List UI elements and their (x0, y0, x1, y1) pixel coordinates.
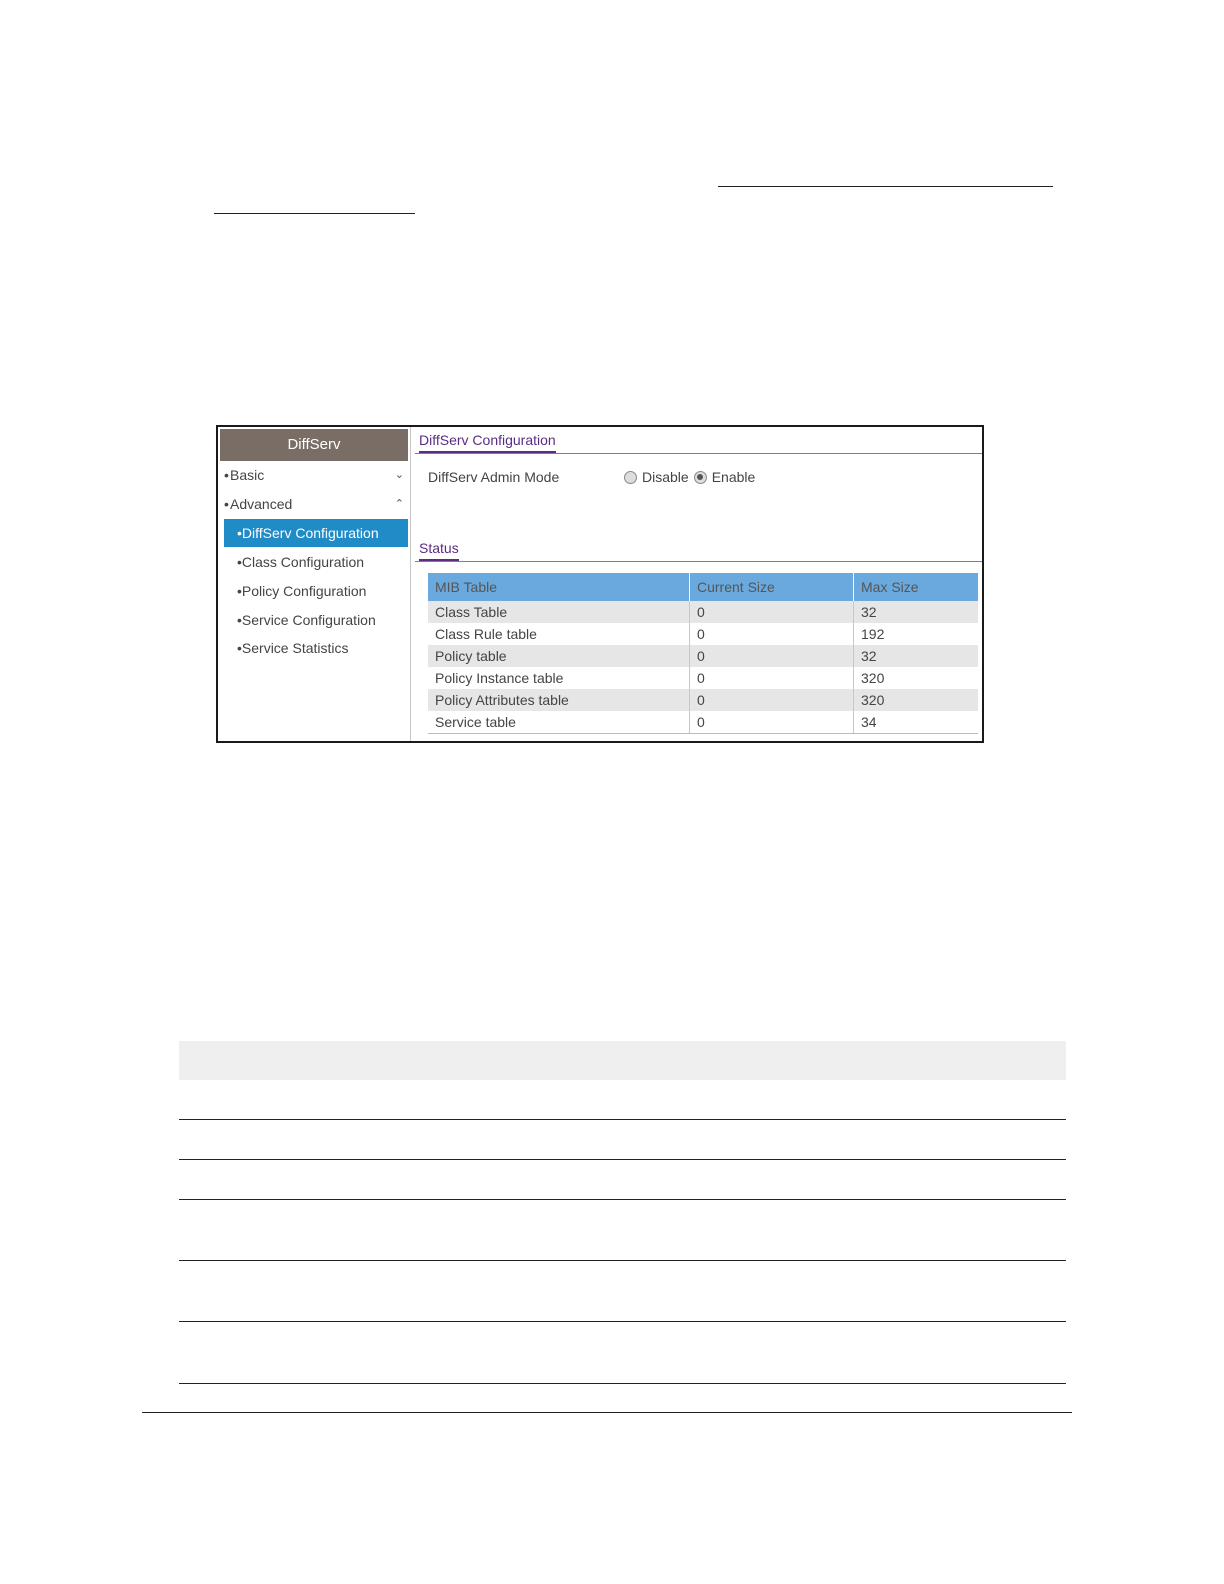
table-cell: 0 (690, 601, 854, 623)
table-cell: 0 (690, 689, 854, 711)
table-cell: Service table (428, 711, 690, 734)
table-cell: 32 (854, 601, 979, 623)
sidebar-item-class-configuration[interactable] (224, 548, 408, 576)
sidebar-header: DiffServ (220, 429, 408, 461)
sidebar-item-label: Advanced (230, 496, 293, 512)
section-divider (415, 561, 982, 562)
section-title-config (419, 430, 556, 450)
bullet: • (224, 467, 229, 483)
table-row (428, 623, 978, 645)
disable-radio[interactable] (624, 471, 637, 484)
bullet: • (224, 496, 229, 512)
table-cell: 0 (690, 667, 854, 689)
column-header-current-size: Current Size (690, 573, 854, 601)
section-title-text: Status (419, 540, 459, 556)
section-title-text: DiffServ Configuration (419, 432, 556, 448)
main-panel (411, 427, 982, 741)
table-cell: 320 (854, 689, 979, 711)
sidebar (218, 427, 411, 741)
bullet: • (237, 583, 242, 599)
enable-radio-label[interactable]: Enable (711, 469, 756, 485)
doc-table-header (179, 1041, 1066, 1080)
bullet: • (237, 640, 242, 656)
column-header-mib-table: MIB Table (428, 573, 690, 601)
sidebar-item-label: Service Configuration (241, 612, 376, 628)
table-cell: 0 (690, 623, 854, 645)
sidebar-item-advanced[interactable] (224, 490, 408, 518)
sidebar-item-service-statistics[interactable] (224, 634, 408, 662)
admin-mode-radio-group (624, 469, 760, 485)
diffserv-screenshot (216, 425, 984, 743)
doc-table-rule (179, 1119, 1066, 1120)
table-cell: 32 (854, 645, 979, 667)
sidebar-item-service-configuration[interactable] (224, 606, 408, 634)
link-underline (214, 213, 415, 214)
link-underline (718, 186, 1053, 187)
table-cell: 34 (854, 711, 979, 734)
table-cell: Class Rule table (428, 623, 690, 645)
table-cell: 192 (861, 626, 885, 642)
doc-table-rule (179, 1199, 1066, 1200)
sidebar-item-label: Service Statistics (241, 640, 349, 656)
sidebar-item-label: Class Configuration (241, 554, 365, 570)
table-row (428, 711, 978, 734)
table-row (428, 667, 978, 689)
sidebar-item-label: DiffServ Configuration (241, 525, 379, 541)
admin-mode-label: DiffServ Admin Mode (428, 469, 560, 485)
bullet: • (237, 525, 242, 541)
doc-table-rule (179, 1159, 1066, 1160)
column-header-max-size: Max Size (854, 573, 979, 601)
footer-rule (142, 1412, 1072, 1413)
table-cell: 0 (690, 711, 854, 734)
table-row (428, 601, 978, 623)
table-row (428, 689, 978, 711)
table-row (428, 645, 978, 667)
bullet: • (237, 554, 242, 570)
table-cell: Policy Attributes table (428, 689, 690, 711)
enable-radio[interactable] (694, 471, 707, 484)
table-header-row (428, 573, 978, 601)
table-cell: 320 (861, 670, 885, 686)
sidebar-item-diffserv-configuration[interactable] (224, 519, 408, 547)
sidebar-item-label: Basic (230, 467, 265, 483)
table-cell: Class Table (428, 601, 690, 623)
chevron-up-icon: ⌃ (394, 498, 404, 510)
doc-table-rule (179, 1260, 1066, 1261)
sidebar-item-basic[interactable] (224, 461, 408, 489)
sidebar-item-label: Policy Configuration (241, 583, 367, 599)
mib-status-table (428, 573, 978, 734)
section-title-status (419, 538, 459, 558)
doc-table-rule (179, 1321, 1066, 1322)
table-cell: 0 (690, 645, 854, 667)
bullet: • (237, 612, 242, 628)
section-divider (415, 453, 982, 454)
disable-radio-label[interactable]: Disable (642, 469, 689, 485)
doc-table-rule (179, 1383, 1066, 1384)
table-cell: Policy Instance table (428, 667, 690, 689)
chevron-down-icon: ⌄ (394, 469, 404, 481)
sidebar-item-policy-configuration[interactable] (224, 577, 408, 605)
table-cell: Policy table (428, 645, 690, 667)
